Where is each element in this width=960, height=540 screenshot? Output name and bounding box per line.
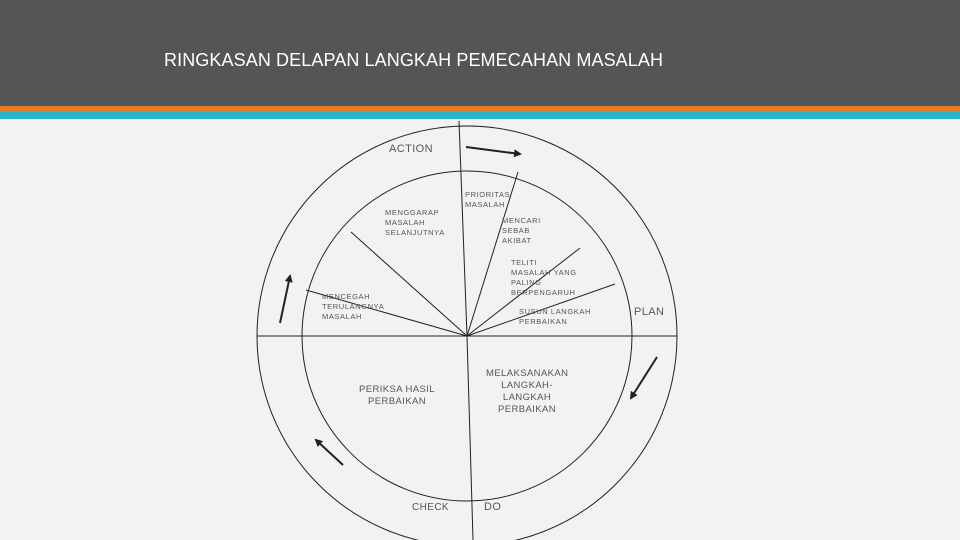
arrow-check — [316, 440, 343, 465]
step-label-susun: SUSUN LANGKAH PERBAIKAN — [519, 307, 591, 326]
arrow-action — [466, 147, 520, 154]
step-label-mencegah: MENCEGAH TERULANGNYA MASALAH — [322, 292, 384, 321]
arrow-action-left — [280, 276, 290, 323]
vertical-divider-top — [459, 121, 467, 336]
phase-label-do: DO — [484, 501, 502, 513]
vertical-divider-bottom — [467, 336, 473, 540]
step-label-periksa: PERIKSA HASIL PERBAIKAN — [359, 384, 435, 407]
arrow-plan — [631, 357, 657, 398]
step-label-menggarap: MENGGARAP MASALAH SELANJUTNYA — [385, 208, 445, 237]
step-label-melaksanakan: MELAKSANAKAN LANGKAH-LANGKAH PERBAIKAN — [486, 368, 569, 415]
phase-label-plan: PLAN — [634, 306, 665, 318]
phase-label-action: ACTION — [389, 143, 433, 155]
step-label-mencari: MENCARI SEBAB AKIBAT — [502, 216, 541, 245]
step-label-prioritas: PRIORITAS MASALAH — [465, 190, 511, 209]
page-title: RINGKASAN DELAPAN LANGKAH PEMECAHAN MASALAH — [164, 50, 664, 70]
phase-label-check: CHECK — [412, 502, 450, 513]
step-label-teliti: TELITI MASALAH YANG PALING BERPENGARUH — [511, 258, 577, 297]
